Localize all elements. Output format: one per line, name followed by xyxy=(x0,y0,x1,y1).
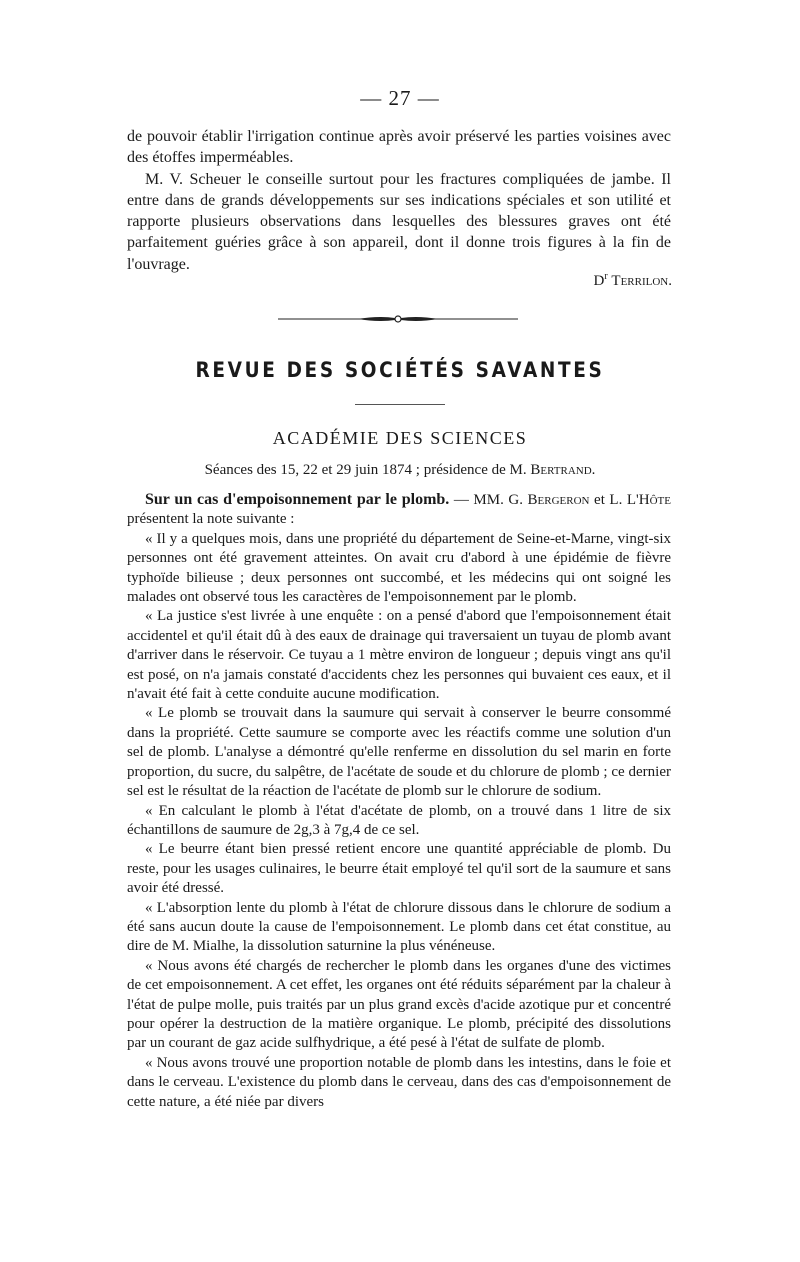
signature-name: Terrilon. xyxy=(611,273,672,289)
top-text-block xyxy=(127,126,671,275)
paragraph: M. V. Scheuer le conseille surtout pour les fractures compliquées de jambe. Il entre dans de grands développements sur ses indications spéciales et son utilité et rapporte plusieurs observations dans lesquelles des blessures graves ont été parfaitement guéries grâce à son appareil, dont il donne trois figures à la fin de l'ouvrage. xyxy=(127,170,671,273)
authors-mid: et L. xyxy=(589,492,627,508)
authors-suffix: présentent la note suivante : xyxy=(127,511,295,528)
paragraph: « Nous avons été chargés de rechercher le plomb dans les organes d'une des victimes de cet empoisonnement. A cet effet, les organes ont été réduits séparément par la chaleur à l'état de pulpe molle, puis traités par un plus grand excès d'acide azotique pur et concentré pour opérer la destruction de la matière organique. Le plomb, précipité des dissolutions par un courant de gaz acide sulfhydrique, a été pesé à l'état de sulfate de plomb. xyxy=(127,957,671,1052)
paragraph: « Il y a quelques mois, dans une propriété du département de Seine-et-Marne, vingt-six personnes ont été gravement atteintes. On avait cru d'abord à une épidémie de fièvre typhoïde bilieuse ; deux personnes ont succombé, et les médecins qui ont soigné les malades ont observé tous les caractères de l'empoisonnement par le plomb. xyxy=(127,530,671,606)
paragraph: « En calculant le plomb à l'état d'acétate de plomb, on a trouvé dans 1 litre de six échantillons de saumure de 2g,3 à 7g,4 de ce sel. xyxy=(127,802,671,838)
paragraph: « Nous avons trouvé une proportion notable de plomb dans les intestins, dans le foie et dans le cerveau. L'existence du plomb dans le cerveau, dans des cas d'empoisonnement de cette nature, a été niée par divers xyxy=(127,1054,671,1110)
page-number: — 27 — xyxy=(360,86,440,110)
article-title: Sur un cas d'empoisonnement par le plomb. xyxy=(145,491,450,508)
paragraph: « Le beurre étant bien pressé retient encore une quantité appréciable de plomb. Du reste, pour les usages culinaires, le beurre était employé tel qu'il sort de la saumure et sans avoir été dressé. xyxy=(127,841,671,897)
signature-prefix: D xyxy=(593,273,605,289)
authors-prefix: — MM. G. xyxy=(449,492,528,508)
short-divider xyxy=(355,404,445,405)
section-title: REVUE DES SOCIÉTÉS SAVANTES xyxy=(195,358,605,382)
paragraph: « Le plomb se trouvait dans la saumure qui servait à conserver le beurre consommé dans la propriété. Cette saumure se comporte avec les réactifs comme une solution d'un sel de plomb. L'analyse a démontré qu'elle renferme en dissolution du sel marin en forte proportion, du sucre, du salpêtre, de l'acétate de soude et du chlorure de plomb ; ce dernier sel est le résultat de la réaction de l'acétate de plomb sur le chlorure de sodium. xyxy=(127,705,671,800)
subsection-title: ACADÉMIE DES SCIENCES xyxy=(272,428,528,448)
session-line xyxy=(0,462,800,479)
article-heading xyxy=(127,490,671,530)
paragraph: « L'absorption lente du plomb à l'état de chlorure dissous dans le chlorure de sodium a été sans aucun doute la cause de l'empoisonnement. Le plomb dans cet état constitue, au dire de M. Mialhe, la dissolution saturnine la plus vénéneuse. xyxy=(127,899,671,955)
ornament-divider xyxy=(278,314,518,324)
signature-prefix-sup: r xyxy=(604,271,608,282)
signature xyxy=(593,271,672,290)
paragraph: de pouvoir établir l'irrigation continue après avoir préservé les parties voisines avec des étoffes imperméables. xyxy=(127,128,671,167)
article-body xyxy=(127,490,671,1112)
author-name: L'Hôte xyxy=(626,492,671,508)
paragraph: « La justice s'est livrée à une enquête : on a pensé d'abord que l'empoisonnement était accidentel et qu'il était dû à des eaux de drainage qui traversaient un tuyau de plomb avant d'arriver dans le réservoir. Ce tuyau a 1 mètre environ de longueur ; depuis vingt ans qu'il est posé, on n'a jamais constaté d'accidents chez les personnes qui buvaient ces eaux, et il n'avait été fait à cette conduite aucune modification. xyxy=(127,608,671,703)
author-name: Bergeron xyxy=(527,492,590,508)
session-text: Séances des 15, 22 et 29 juin 1874 ; présidence de M. xyxy=(204,462,531,478)
session-president: Bertrand. xyxy=(530,462,596,478)
